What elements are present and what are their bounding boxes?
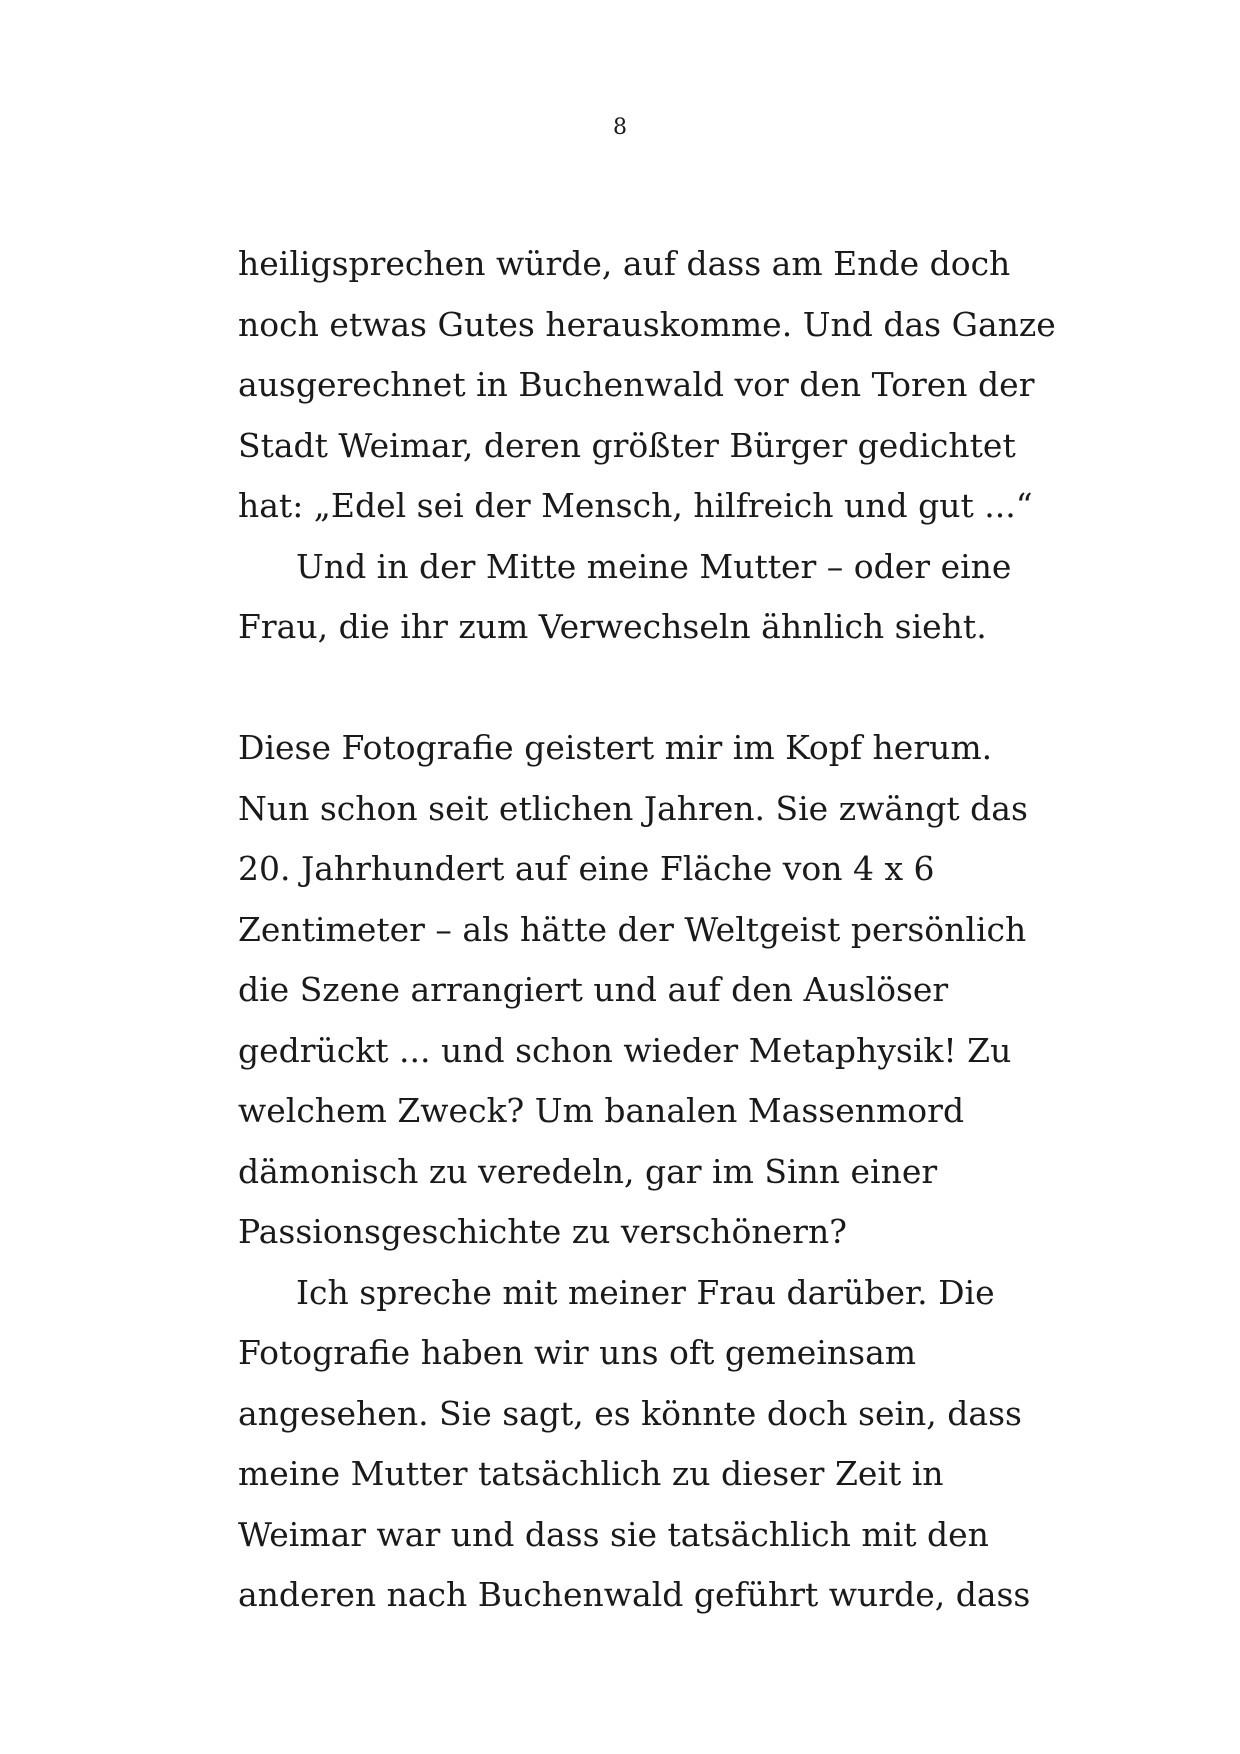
- text-line: Frau, die ihr zum Verwechseln ähnlich sieht.: [238, 607, 987, 646]
- text-line: dämonisch zu veredeln, gar im Sinn einer: [238, 1151, 938, 1191]
- text-line: Fotografie haben wir uns oft gemeinsam: [238, 1333, 917, 1372]
- text-line: Zentimeter – als hätte der Weltgeist persönlich: [238, 909, 1027, 949]
- text-line: die Szene arrangiert und auf den Auslöser: [238, 970, 949, 1009]
- text-line: anderen nach Buchenwald geführt wurde, dass: [238, 1575, 1031, 1614]
- text-line: Passionsgeschichte zu verschönern?: [238, 1212, 847, 1251]
- text-line: welchem Zweck? Um banalen Massenmord: [238, 1091, 965, 1130]
- text-line: hat: „Edel sei der Mensch, hilfreich und gut ...“: [238, 486, 1033, 525]
- paragraph-1: [238, 234, 1058, 537]
- paragraph-4: [238, 1263, 1058, 1626]
- text-line: angesehen. Sie sagt, es könnte doch sein, dass: [238, 1393, 1022, 1433]
- section-break: [238, 658, 1058, 719]
- page-number: 8: [613, 115, 627, 140]
- text-line: Ich spreche mit meiner Frau darüber. Die: [296, 1272, 995, 1312]
- text-line: Stadt Weimar, deren größter Bürger gedichtet: [238, 425, 1016, 465]
- text-line: gedrückt ... und schon wieder Metaphysik! Zu: [238, 1030, 1012, 1070]
- paragraph-2: [238, 537, 1058, 658]
- text-line: Weimar war und dass sie tatsächlich mit den: [238, 1514, 989, 1554]
- text-line: heiligsprechen würde, auf dass am Ende doch: [238, 244, 1011, 283]
- text-line: meine Mutter tatsächlich zu dieser Zeit in: [238, 1454, 944, 1493]
- paragraph-3: [238, 718, 1058, 1263]
- text-line: 20. Jahrhundert auf eine Fläche von 4 x 6: [238, 849, 935, 888]
- text-line: Diese Fotografie geistert mir im Kopf herum.: [238, 728, 993, 767]
- text-line: Und in der Mitte meine Mutter – oder eine: [296, 546, 1012, 586]
- text-line: Nun schon seit etlichen Jahren. Sie zwängt das: [238, 788, 1028, 828]
- text-line: noch etwas Gutes herauskomme. Und das Ganze: [238, 304, 1056, 344]
- text-line: ausgerechnet in Buchenwald vor den Toren der: [238, 365, 1035, 404]
- body-text: [238, 234, 1058, 1626]
